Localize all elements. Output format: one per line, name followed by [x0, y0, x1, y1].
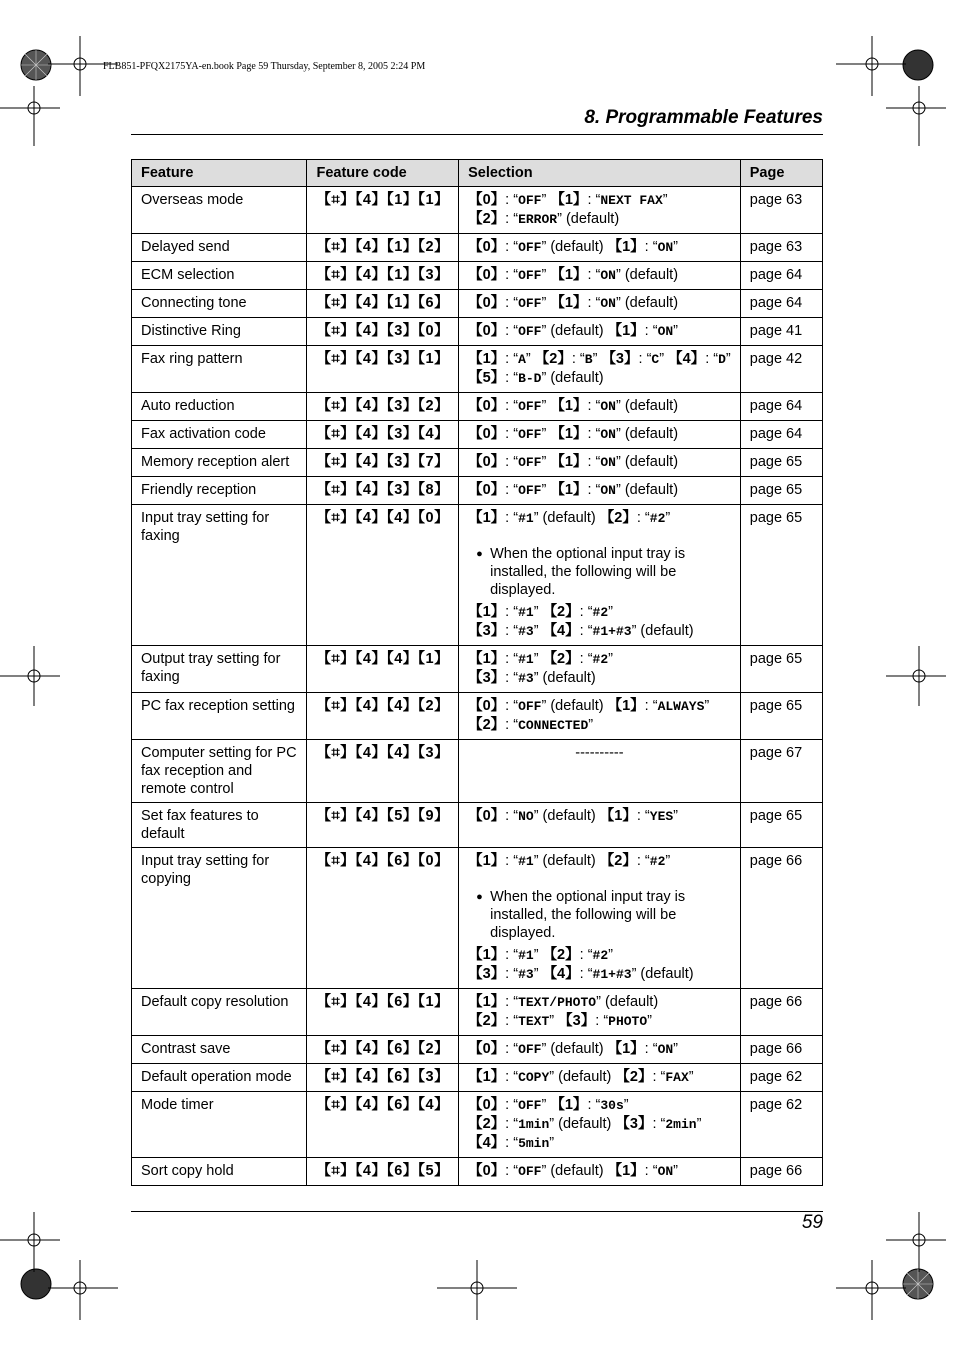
page-reference: page 63	[740, 234, 822, 262]
feature-code: 【⌗】【4】【6】【4】	[307, 1092, 459, 1158]
selection-line: 【0】: “OFF” 【1】: “ON” (default)	[468, 295, 679, 311]
feature-code: 【⌗】【4】【1】【1】	[307, 187, 459, 234]
crop-header-line: FLB851-PFQX2175YA-en.book Page 59 Thursday, September 8, 2005 2:24 PM	[103, 61, 426, 72]
note	[476, 545, 731, 599]
selection-line: 【0】: “OFF” (default) 【1】: “ON”	[468, 1041, 679, 1057]
table-row	[132, 393, 823, 421]
selection-line: 【0】: “OFF” 【1】: “ON” (default)	[468, 267, 679, 283]
feature-name: Distinctive Ring	[132, 318, 307, 346]
crosshair-mark-icon	[836, 36, 906, 96]
selection-line: 【2】: “1min” (default) 【3】: “2min”	[468, 1116, 702, 1132]
selection-line: 【3】: “#3” 【4】: “#1+#3” (default)	[468, 966, 694, 982]
selection-line: 【0】: “OFF” 【1】: “ON” (default)	[468, 398, 679, 414]
page-number: 59	[801, 1212, 823, 1233]
selection	[459, 421, 741, 449]
table-row	[132, 646, 823, 693]
feature-code: 【⌗】【4】【6】【2】	[307, 1036, 459, 1064]
crosshair-mark-icon	[886, 646, 946, 706]
crosshair-mark-icon	[0, 646, 60, 706]
feature-code: 【⌗】【4】【4】【3】	[307, 740, 459, 803]
table-row	[132, 803, 823, 848]
table-row	[132, 234, 823, 262]
table-row	[132, 740, 823, 803]
table-row	[132, 989, 823, 1036]
selection	[459, 1158, 741, 1186]
bullet-icon: ●	[476, 891, 483, 903]
top-rule	[131, 134, 823, 135]
feature-name: Default copy resolution	[132, 989, 307, 1036]
selection-line: 【1】: “#1” 【2】: “#2”	[468, 947, 613, 963]
note-text: When the optional input tray is installed, the following will be displayed.	[490, 889, 686, 941]
feature-code: 【⌗】【4】【6】【0】	[307, 848, 459, 989]
feature-code: 【⌗】【4】【3】【1】	[307, 346, 459, 393]
table-row	[132, 693, 823, 740]
page-reference: page 65	[740, 449, 822, 477]
table-row	[132, 505, 823, 646]
selection-line: 【1】: “COPY” (default) 【2】: “FAX”	[468, 1069, 694, 1085]
table-row	[132, 346, 823, 393]
selection-line: 【1】: “#1” (default) 【2】: “#2”	[468, 510, 671, 526]
feature-name: Delayed send	[132, 234, 307, 262]
selection	[459, 187, 741, 234]
selection	[459, 803, 741, 848]
header-selection: Selection	[459, 160, 741, 187]
selection-line: 【0】: “OFF” (default) 【1】: “ON”	[468, 239, 679, 255]
selection	[459, 505, 741, 646]
feature-name: Computer setting for PC fax reception and remote control	[132, 740, 307, 803]
selection-line: 【2】: “CONNECTED”	[468, 717, 594, 733]
feature-name: Input tray setting for copying	[132, 848, 307, 989]
section-title: 8. Programmable Features	[584, 107, 823, 128]
selection	[459, 1064, 741, 1092]
feature-name: Contrast save	[132, 1036, 307, 1064]
selection-line: 【2】: “ERROR” (default)	[468, 211, 620, 227]
feature-name: Set fax features to default	[132, 803, 307, 848]
selection-line: 【0】: “OFF” 【1】: “ON” (default)	[468, 426, 679, 442]
selection	[459, 393, 741, 421]
feature-code: 【⌗】【4】【3】【4】	[307, 421, 459, 449]
page-reference: page 66	[740, 1036, 822, 1064]
bullet-icon: ●	[476, 548, 483, 560]
selection-line: 【0】: “OFF” (default) 【1】: “ON”	[468, 323, 679, 339]
feature-name: Sort copy hold	[132, 1158, 307, 1186]
selection	[459, 318, 741, 346]
page-reference: page 65	[740, 693, 822, 740]
selection	[459, 290, 741, 318]
page-reference: page 62	[740, 1092, 822, 1158]
selection-line: 【0】: “OFF” (default) 【1】: “ALWAYS”	[468, 698, 710, 714]
table-row	[132, 1064, 823, 1092]
selection-line: 【0】: “OFF” 【1】: “NEXT FAX”	[468, 192, 668, 208]
selection	[459, 234, 741, 262]
table-row	[132, 262, 823, 290]
feature-name: Fax activation code	[132, 421, 307, 449]
header-feature-code: Feature code	[307, 160, 459, 187]
feature-code: 【⌗】【4】【5】【9】	[307, 803, 459, 848]
feature-name: Memory reception alert	[132, 449, 307, 477]
bottom-rule	[131, 1211, 823, 1212]
selection-line: 【0】: “OFF” 【1】: “ON” (default)	[468, 454, 679, 470]
selection	[459, 693, 741, 740]
feature-code: 【⌗】【4】【4】【2】	[307, 693, 459, 740]
page-reference: page 65	[740, 477, 822, 505]
feature-name: PC fax reception setting	[132, 693, 307, 740]
page-reference: page 66	[740, 989, 822, 1036]
page-reference: page 64	[740, 421, 822, 449]
table-row	[132, 1092, 823, 1158]
feature-code: 【⌗】【4】【3】【8】	[307, 477, 459, 505]
selection-line: 【1】: “#1” (default) 【2】: “#2”	[468, 853, 671, 869]
selection-line: 【5】: “B-D” (default)	[468, 370, 604, 386]
header-page: Page	[740, 160, 822, 187]
selection	[459, 262, 741, 290]
selection-line: 【1】: “#1” 【2】: “#2”	[468, 604, 613, 620]
page-reference: page 65	[740, 646, 822, 693]
selection	[459, 449, 741, 477]
table-row	[132, 318, 823, 346]
selection-line: 【0】: “OFF” 【1】: “ON” (default)	[468, 482, 679, 498]
selection	[459, 346, 741, 393]
crosshair-mark-icon	[836, 1260, 906, 1320]
table-row	[132, 477, 823, 505]
selection-line: 【1】: “TEXT/PHOTO” (default)	[468, 994, 659, 1010]
page-reference: page 66	[740, 848, 822, 989]
feature-name: Input tray setting for faxing	[132, 505, 307, 646]
feature-name: ECM selection	[132, 262, 307, 290]
table-header-row	[132, 160, 823, 187]
feature-code: 【⌗】【4】【4】【1】	[307, 646, 459, 693]
feature-code: 【⌗】【4】【1】【3】	[307, 262, 459, 290]
no-selection-dashes: ----------	[575, 745, 624, 761]
note	[476, 888, 731, 942]
selection-line: 【1】: “#1” 【2】: “#2”	[468, 651, 613, 667]
selection-line: 【0】: “NO” (default) 【1】: “YES”	[468, 808, 679, 824]
page-reference: page 63	[740, 187, 822, 234]
selection	[459, 646, 741, 693]
feature-code: 【⌗】【4】【6】【3】	[307, 1064, 459, 1092]
table-row	[132, 1158, 823, 1186]
feature-name: Overseas mode	[132, 187, 307, 234]
crosshair-mark-icon	[48, 1260, 118, 1320]
page-reference: page 64	[740, 290, 822, 318]
header-feature: Feature	[132, 160, 307, 187]
selection	[459, 1092, 741, 1158]
selection-line: 【4】: “5min”	[468, 1135, 555, 1151]
feature-name: Connecting tone	[132, 290, 307, 318]
page-reference: page 67	[740, 740, 822, 803]
table-row	[132, 421, 823, 449]
feature-code: 【⌗】【4】【3】【7】	[307, 449, 459, 477]
feature-name: Fax ring pattern	[132, 346, 307, 393]
feature-code: 【⌗】【4】【6】【1】	[307, 989, 459, 1036]
table-row	[132, 290, 823, 318]
page-reference: page 66	[740, 1158, 822, 1186]
page-reference: page 64	[740, 262, 822, 290]
feature-code: 【⌗】【4】【3】【2】	[307, 393, 459, 421]
selection	[459, 848, 741, 989]
feature-code: 【⌗】【4】【3】【0】	[307, 318, 459, 346]
selection-line: 【1】: “A” 【2】: “B” 【3】: “C” 【4】: “D”	[468, 351, 731, 367]
table-row	[132, 848, 823, 989]
page-reference: page 62	[740, 1064, 822, 1092]
feature-name: Mode timer	[132, 1092, 307, 1158]
page-reference: page 42	[740, 346, 822, 393]
selection	[459, 740, 741, 803]
selection-line: 【0】: “OFF” 【1】: “30s”	[468, 1097, 629, 1113]
feature-code: 【⌗】【4】【6】【5】	[307, 1158, 459, 1186]
feature-code: 【⌗】【4】【1】【2】	[307, 234, 459, 262]
page-reference: page 64	[740, 393, 822, 421]
page-reference: page 65	[740, 803, 822, 848]
selection	[459, 477, 741, 505]
selection-line: 【0】: “OFF” (default) 【1】: “ON”	[468, 1163, 679, 1179]
note-text: When the optional input tray is installed, the following will be displayed.	[490, 546, 686, 598]
table-row	[132, 1036, 823, 1064]
feature-code: 【⌗】【4】【4】【0】	[307, 505, 459, 646]
crosshair-mark-icon	[437, 1260, 517, 1320]
feature-name: Output tray setting for faxing	[132, 646, 307, 693]
feature-name: Default operation mode	[132, 1064, 307, 1092]
selection	[459, 989, 741, 1036]
feature-name: Friendly reception	[132, 477, 307, 505]
feature-code: 【⌗】【4】【1】【6】	[307, 290, 459, 318]
feature-name: Auto reduction	[132, 393, 307, 421]
selection-line: 【3】: “#3” 【4】: “#1+#3” (default)	[468, 623, 694, 639]
features-table	[131, 159, 823, 1186]
table-row	[132, 449, 823, 477]
selection-line: 【3】: “#3” (default)	[468, 670, 596, 686]
selection-line: 【2】: “TEXT” 【3】: “PHOTO”	[468, 1013, 653, 1029]
table-row	[132, 187, 823, 234]
page-reference: page 41	[740, 318, 822, 346]
selection	[459, 1036, 741, 1064]
page-reference: page 65	[740, 505, 822, 646]
